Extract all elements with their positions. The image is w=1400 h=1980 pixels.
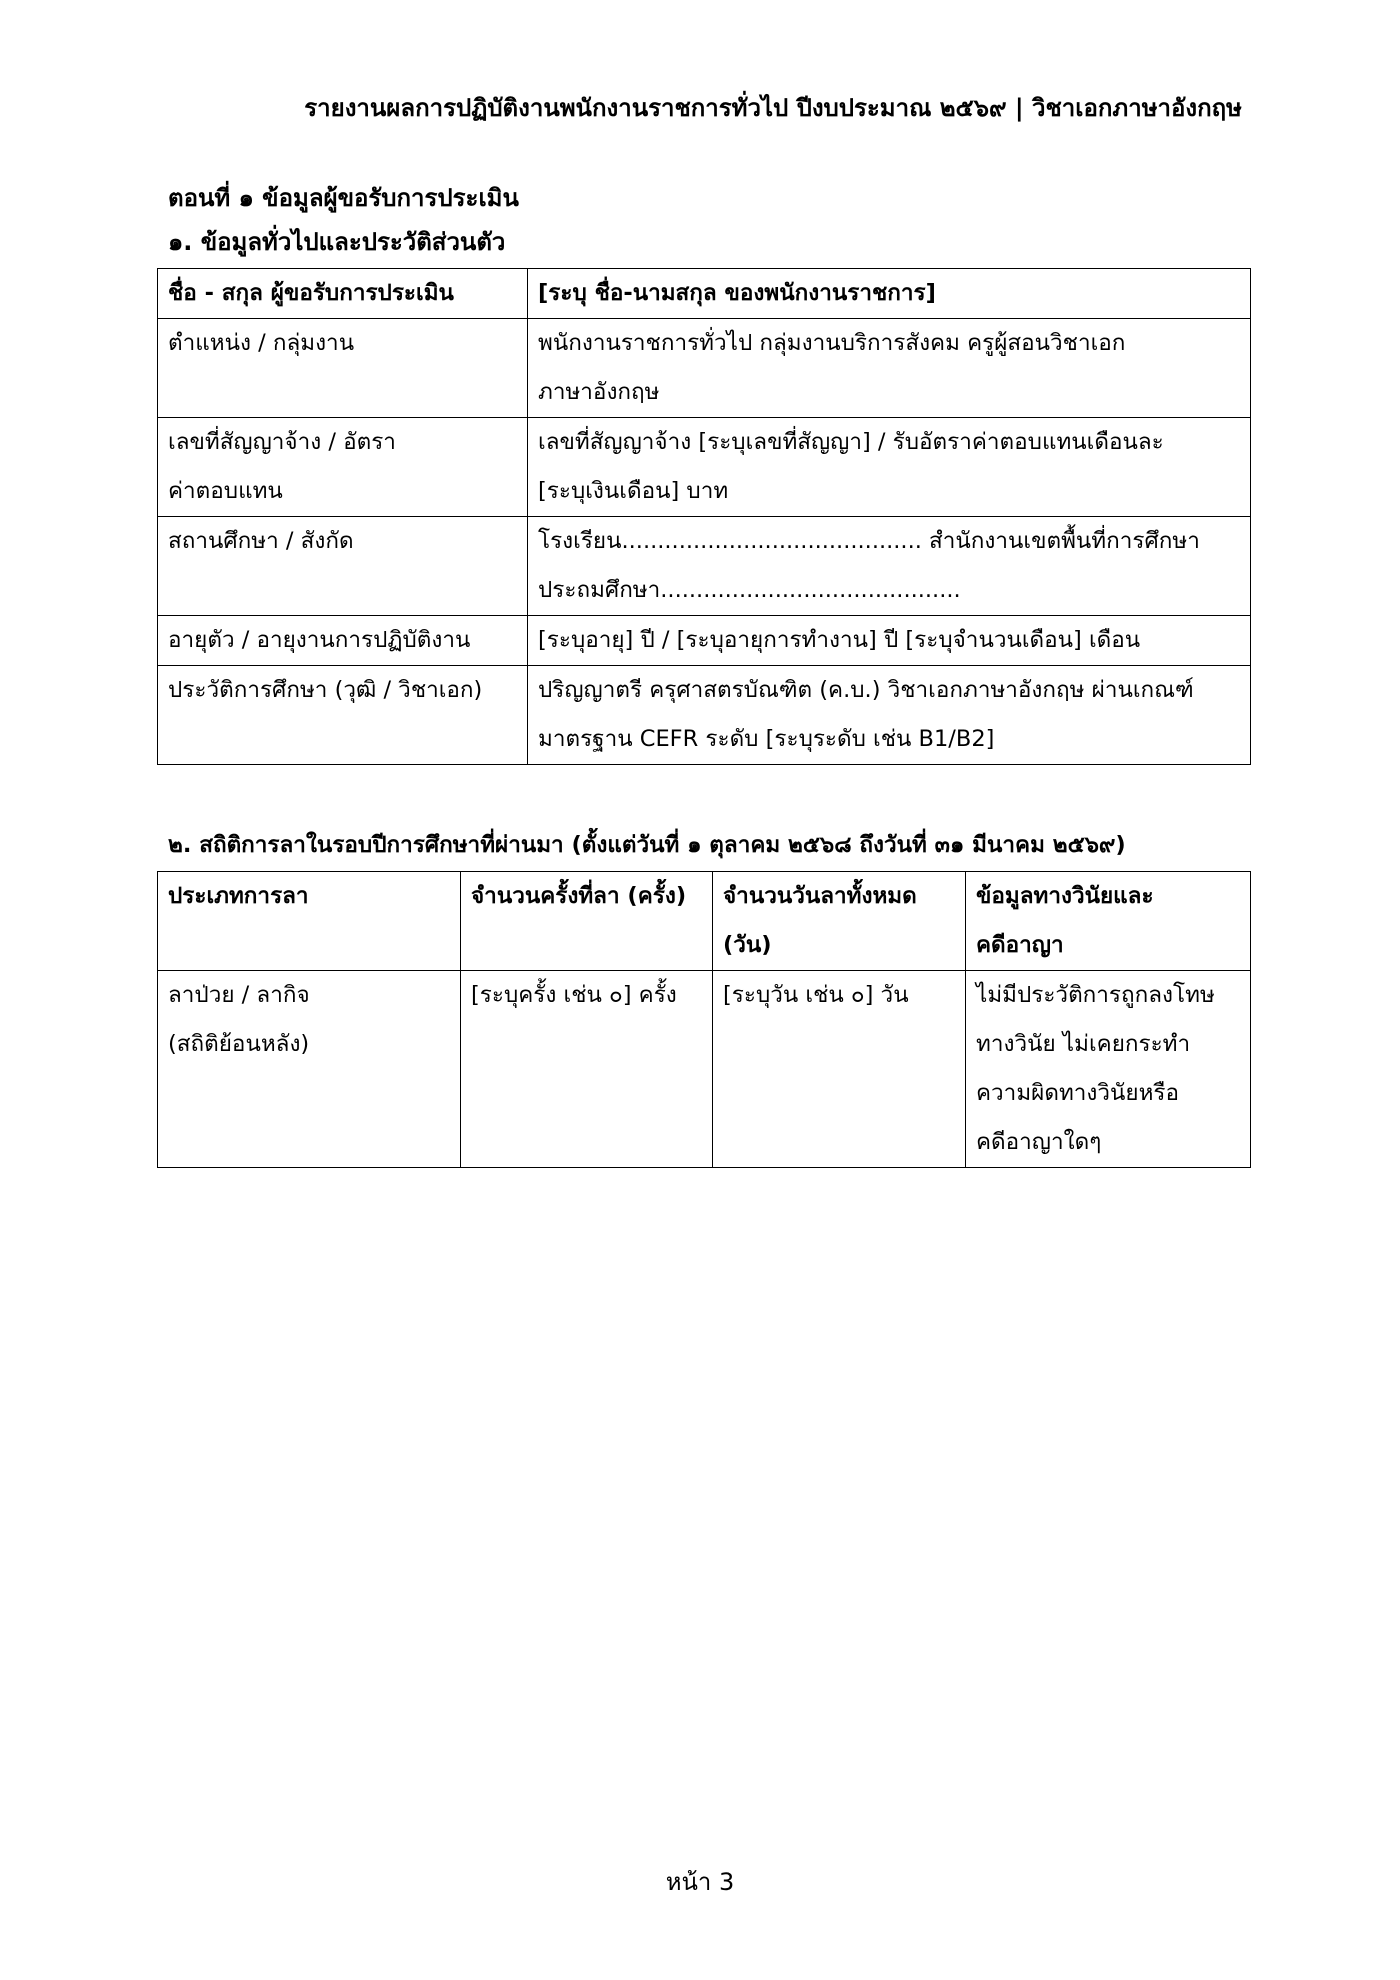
- leave-count-cell: [461, 971, 713, 1168]
- column-header-leave-type: [158, 872, 461, 971]
- table-header-row: [158, 872, 1251, 971]
- label-line: ค่าตอบแทน: [168, 478, 283, 504]
- value-line: เลขที่สัญญาจ้าง [ระบุเลขที่สัญญา] / รับอัตราค่าตอบแทนเดือนละ: [538, 429, 1164, 455]
- cell-line: ลาป่วย / ลากิจ: [168, 982, 310, 1008]
- cell-line: ความผิดทางวินัยหรือ: [976, 1080, 1180, 1106]
- table-row: [158, 418, 1251, 517]
- label-line: ชื่อ - สกุล ผู้ขอรับการประเมิน: [168, 280, 454, 306]
- cell-line: [ระบุครั้ง เช่น ๐] ครั้ง: [471, 982, 677, 1008]
- table-row: [158, 616, 1251, 666]
- header-line: ประเภทการลา: [168, 883, 309, 909]
- label-line: เลขที่สัญญาจ้าง / อัตรา: [168, 429, 396, 455]
- label-line: ตำแหน่ง / กลุ่มงาน: [168, 330, 355, 356]
- cell-line: [ระบุวัน เช่น ๐] วัน: [723, 982, 909, 1008]
- header-line: จำนวนวันลาทั้งหมด: [723, 883, 917, 909]
- value-line: [ระบุเงินเดือน] บาท: [538, 478, 729, 504]
- table-row: [158, 517, 1251, 616]
- label-line: สถานศึกษา / สังกัด: [168, 528, 354, 554]
- table-row: [158, 319, 1251, 418]
- part-title: ตอนที่ ๑ ข้อมูลผู้ขอรับการประเมิน: [168, 184, 519, 212]
- table-row: [158, 666, 1251, 765]
- document-header: รายงานผลการปฏิบัติงานพนักงานราชการทั่วไป ปีงบประมาณ ๒๕๖๙ | วิชาเอกภาษาอังกฤษ: [304, 94, 1242, 122]
- table-row: [158, 269, 1251, 319]
- discipline-cell: [966, 971, 1251, 1168]
- column-header-leave-count: [461, 872, 713, 971]
- field-value: [528, 666, 1251, 765]
- label-line: ประวัติการศึกษา (วุฒิ / วิชาเอก): [168, 677, 483, 703]
- leave-statistics-table: [157, 871, 1251, 1168]
- field-label: [158, 517, 528, 616]
- field-value: [528, 616, 1251, 666]
- field-label: [158, 269, 528, 319]
- cell-line: ไม่มีประวัติการถูกลงโทษ: [976, 982, 1215, 1008]
- section-2-title: ๒. สถิติการลาในรอบปีการศึกษาที่ผ่านมา (ตั้งแต่วันที่ ๑ ตุลาคม ๒๕๖๘ ถึงวันที่ ๓๑ มีนาคม ๒๕๖๙): [168, 832, 1126, 858]
- value-line: ปริญญาตรี ครุศาสตรบัณฑิต (ค.บ.) วิชาเอกภาษาอังกฤษ ผ่านเกณฑ์: [538, 677, 1194, 703]
- field-label: [158, 666, 528, 765]
- leave-type-cell: [158, 971, 461, 1168]
- value-line: พนักงานราชการทั่วไป กลุ่มงานบริการสังคม ครูผู้สอนวิชาเอก: [538, 330, 1126, 356]
- field-label: [158, 319, 528, 418]
- field-value: [528, 319, 1251, 418]
- field-label: [158, 418, 528, 517]
- field-value: [528, 269, 1251, 319]
- field-label: [158, 616, 528, 666]
- header-line: (วัน): [723, 932, 772, 958]
- leave-days-cell: [713, 971, 966, 1168]
- section-1-title: ๑. ข้อมูลทั่วไปและประวัติส่วนตัว: [168, 228, 506, 256]
- header-line: คดีอาญา: [976, 932, 1064, 958]
- page-number: หน้า 3: [665, 1868, 735, 1896]
- field-value: [528, 517, 1251, 616]
- column-header-discipline: [966, 872, 1251, 971]
- cell-line: คดีอาญาใดๆ: [976, 1129, 1102, 1155]
- label-line: อายุตัว / อายุงานการปฏิบัติงาน: [168, 627, 471, 653]
- general-info-table: [157, 268, 1251, 765]
- value-line: [ระบุอายุ] ปี / [ระบุอายุการทำงาน] ปี [ระบุจำนวนเดือน] เดือน: [538, 627, 1141, 653]
- cell-line: (สถิติย้อนหลัง): [168, 1031, 310, 1057]
- value-line: ภาษาอังกฤษ: [538, 379, 660, 405]
- header-line: ข้อมูลทางวินัยและ: [976, 883, 1154, 909]
- value-line: [ระบุ ชื่อ-นามสกุล ของพนักงานราชการ]: [538, 280, 936, 306]
- cell-line: ทางวินัย ไม่เคยกระทำ: [976, 1031, 1191, 1057]
- value-line: มาตรฐาน CEFR ระดับ [ระบุระดับ เช่น B1/B2]: [538, 726, 995, 752]
- value-line: ประถมศึกษา..........................................: [538, 577, 961, 603]
- field-value: [528, 418, 1251, 517]
- column-header-leave-days: [713, 872, 966, 971]
- table-row: [158, 971, 1251, 1168]
- header-line: จำนวนครั้งที่ลา (ครั้ง): [471, 883, 687, 909]
- value-line: โรงเรียน.......................................... สำนักงานเขตพื้นที่การศึกษา: [538, 528, 1200, 554]
